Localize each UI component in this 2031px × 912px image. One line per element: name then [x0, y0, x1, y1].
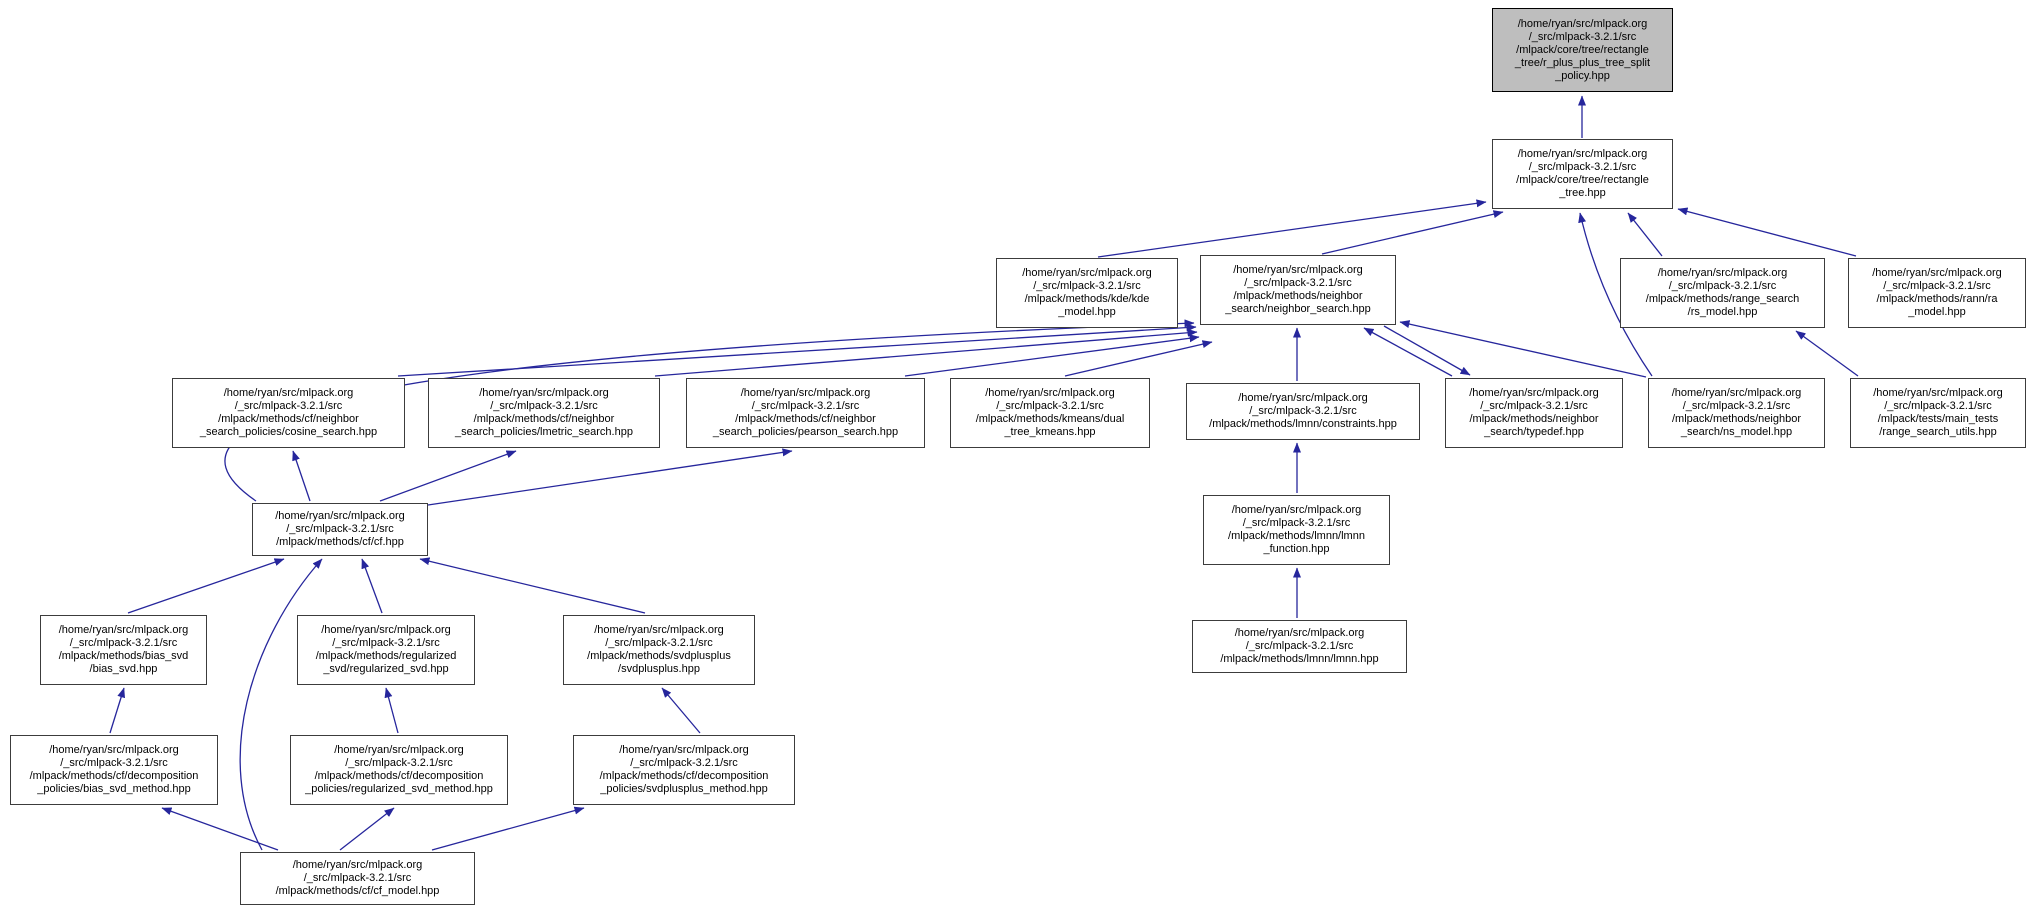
edge-cf-to-lmetric_search: [380, 451, 516, 501]
node-regularized_svd-line: /home/ryan/src/mlpack.org: [321, 624, 451, 636]
node-regularized_svd_method-line: /_src/mlpack-3.2.1/src: [345, 757, 453, 769]
node-svdplusplus-line: /home/ryan/src/mlpack.org: [594, 624, 724, 636]
edge-cf-to-cosine_search: [293, 451, 310, 501]
node-pearson_search[interactable]: [686, 378, 925, 448]
node-regularized_svd_method[interactable]: [290, 735, 508, 805]
node-neighbor_search-line: /home/ryan/src/mlpack.org: [1233, 264, 1363, 276]
node-lmetric_search-line: /_src/mlpack-3.2.1/src: [490, 400, 598, 412]
node-lmnn_function-line: /home/ryan/src/mlpack.org: [1231, 504, 1362, 516]
node-cosine_search-line: /mlpack/methods/cf/neighbor: [218, 413, 359, 425]
node-bias_svd-line: /bias_svd.hpp: [89, 663, 158, 675]
node-range_search_utils-line: /_src/mlpack-3.2.1/src: [1884, 400, 1992, 412]
node-cf-line: /home/ryan/src/mlpack.org: [275, 510, 405, 522]
node-constraints-line: /home/ryan/src/mlpack.org: [1238, 392, 1368, 404]
node-svdplusplus-line: /mlpack/methods/svdplusplus: [587, 650, 731, 662]
node-ns_model-line: /mlpack/methods/neighbor: [1671, 413, 1801, 425]
node-pearson_search-line: _search_policies/pearson_search.hpp: [712, 426, 899, 438]
edge-cf_model-to-cf: [240, 559, 322, 850]
node-regularized_svd-line: /mlpack/methods/regularized: [315, 650, 457, 662]
node-bias_svd_method[interactable]: [10, 735, 218, 805]
node-kde_model[interactable]: [996, 258, 1178, 328]
node-kde_model-line: /mlpack/methods/kde/kde: [1024, 293, 1150, 305]
node-dual_tree_kmeans[interactable]: [950, 378, 1150, 448]
node-r_plus_plus_policy-line: /home/ryan/src/mlpack.org: [1517, 17, 1648, 30]
node-range_search_utils-line: /mlpack/tests/main_tests: [1877, 413, 1999, 425]
node-r_plus_plus_policy-line: _policy.hpp: [1555, 69, 1610, 82]
edge-rs_model-to-rectangle_tree: [1628, 213, 1662, 256]
node-pearson_search-line: /home/ryan/src/mlpack.org: [740, 387, 871, 399]
edge-cf_model-to-bias_svd_method: [162, 808, 278, 850]
node-svdplusplus_method-line: /mlpack/methods/cf/decomposition: [599, 770, 769, 782]
node-dual_tree_kmeans-line: _tree_kmeans.hpp: [1004, 426, 1096, 438]
node-lmnn_function-line: /_src/mlpack-3.2.1/src: [1242, 517, 1351, 529]
edge-neighbor_search-to-typedef: [1384, 326, 1470, 375]
node-cosine_search-line: /_src/mlpack-3.2.1/src: [234, 400, 343, 412]
edge-bias_svd_method-to-bias_svd: [110, 688, 124, 733]
node-lmnn-line: /mlpack/methods/lmnn/lmnn.hpp: [1220, 653, 1379, 665]
node-ra_model-line: /_src/mlpack-3.2.1/src: [1883, 280, 1991, 292]
node-regularized_svd-line: _svd/regularized_svd.hpp: [323, 663, 449, 675]
node-cf_model-line: /mlpack/methods/cf/cf_model.hpp: [275, 885, 440, 897]
node-cf[interactable]: [252, 503, 428, 556]
edge-lmetric_search-to-neighbor_search: [655, 332, 1197, 376]
node-typedef-line: /mlpack/methods/neighbor: [1469, 413, 1599, 425]
edge-range_search_utils-to-rs_model: [1796, 331, 1858, 376]
node-typedef-line: /home/ryan/src/mlpack.org: [1469, 387, 1599, 399]
node-rectangle_tree-line: /mlpack/core/tree/rectangle: [1516, 174, 1649, 186]
edge-regularized_svd_method-to-regularized_svd: [386, 688, 398, 733]
node-lmnn-line: /_src/mlpack-3.2.1/src: [1245, 640, 1354, 652]
node-typedef-line: _search/typedef.hpp: [1484, 426, 1584, 438]
node-kde_model-line: /home/ryan/src/mlpack.org: [1022, 267, 1152, 279]
node-svdplusplus-line: /_src/mlpack-3.2.1/src: [605, 637, 713, 649]
node-bias_svd_method-line: /_src/mlpack-3.2.1/src: [60, 757, 168, 769]
node-cf-line: /mlpack/methods/cf/cf.hpp: [276, 536, 404, 548]
node-range_search_utils-line: /range_search_utils.hpp: [1879, 426, 1997, 438]
node-bias_svd_method-line: /home/ryan/src/mlpack.org: [49, 744, 179, 756]
node-bias_svd-line: /_src/mlpack-3.2.1/src: [69, 637, 178, 649]
node-cosine_search-line: /home/ryan/src/mlpack.org: [223, 387, 354, 399]
node-lmetric_search-line: _search_policies/lmetric_search.hpp: [455, 426, 633, 438]
node-dual_tree_kmeans-line: /_src/mlpack-3.2.1/src: [996, 400, 1104, 412]
node-r_plus_plus_policy[interactable]: [1492, 8, 1673, 92]
edge-pearson_search-to-neighbor_search: [905, 337, 1199, 376]
node-svdplusplus_method-line: /_src/mlpack-3.2.1/src: [630, 757, 738, 769]
node-lmetric_search[interactable]: [428, 378, 660, 448]
node-rectangle_tree[interactable]: [1492, 139, 1673, 209]
node-cf_model-line: /_src/mlpack-3.2.1/src: [303, 872, 412, 884]
edge-neighbor_search-to-rectangle_tree: [1322, 212, 1503, 254]
node-lmnn-line: /home/ryan/src/mlpack.org: [1234, 627, 1365, 639]
node-kde_model-line: /_src/mlpack-3.2.1/src: [1033, 280, 1141, 292]
node-rs_model-line: /_src/mlpack-3.2.1/src: [1668, 280, 1777, 292]
node-ns_model-line: /_src/mlpack-3.2.1/src: [1682, 400, 1791, 412]
edge-regularized_svd-to-cf: [362, 559, 382, 613]
node-svdplusplus_method[interactable]: [573, 735, 795, 805]
node-neighbor_search-line: /_src/mlpack-3.2.1/src: [1244, 277, 1352, 289]
node-r_plus_plus_policy-line: /_src/mlpack-3.2.1/src: [1528, 30, 1637, 43]
node-rectangle_tree-line: /home/ryan/src/mlpack.org: [1517, 148, 1648, 160]
edge-cf-to-pearson_search: [428, 451, 792, 505]
node-cf_model[interactable]: [240, 852, 475, 905]
node-constraints[interactable]: [1186, 383, 1420, 440]
node-constraints-line: /mlpack/methods/lmnn/constraints.hpp: [1209, 418, 1397, 430]
node-svdplusplus_method-line: /home/ryan/src/mlpack.org: [619, 744, 749, 756]
node-constraints-line: /_src/mlpack-3.2.1/src: [1249, 405, 1357, 417]
edge-typedef-to-neighbor_search: [1364, 328, 1452, 376]
node-neighbor_search-line: /mlpack/methods/neighbor: [1233, 290, 1363, 302]
node-regularized_svd[interactable]: [297, 615, 475, 685]
node-range_search_utils-line: /home/ryan/src/mlpack.org: [1873, 387, 2003, 399]
node-svdplusplus[interactable]: [563, 615, 755, 685]
node-cf-line: /_src/mlpack-3.2.1/src: [286, 523, 394, 535]
node-neighbor_search-line: _search/neighbor_search.hpp: [1225, 303, 1371, 315]
node-ns_model-line: _search/ns_model.hpp: [1680, 426, 1793, 438]
node-r_plus_plus_policy-line: /mlpack/core/tree/rectangle: [1516, 43, 1649, 56]
node-cf_model-line: /home/ryan/src/mlpack.org: [292, 859, 423, 871]
node-regularized_svd_method-line: _policies/regularized_svd_method.hpp: [305, 783, 493, 795]
edge-dual_tree_kmeans-to-neighbor_search: [1065, 342, 1212, 376]
node-bias_svd-line: /mlpack/methods/bias_svd: [58, 650, 189, 662]
node-rectangle_tree-line: /_src/mlpack-3.2.1/src: [1528, 161, 1637, 173]
node-bias_svd_method-line: /mlpack/methods/cf/decomposition: [29, 770, 199, 782]
node-rs_model-line: /mlpack/methods/range_search: [1645, 293, 1800, 305]
node-neighbor_search[interactable]: [1200, 255, 1396, 325]
edge-svdplusplus_method-to-svdplusplus: [662, 688, 700, 733]
node-ra_model[interactable]: [1848, 258, 2026, 328]
node-dual_tree_kmeans-line: /mlpack/methods/kmeans/dual: [975, 413, 1125, 425]
node-typedef[interactable]: [1445, 378, 1623, 448]
node-ra_model-line: /mlpack/methods/rann/ra: [1876, 293, 1998, 305]
node-bias_svd-line: /home/ryan/src/mlpack.org: [58, 624, 189, 636]
node-cosine_search[interactable]: [172, 378, 405, 448]
node-kde_model-line: _model.hpp: [1058, 306, 1116, 318]
node-lmetric_search-line: /home/ryan/src/mlpack.org: [479, 387, 609, 399]
node-regularized_svd_method-line: /home/ryan/src/mlpack.org: [334, 744, 464, 756]
node-svdplusplus_method-line: _policies/svdplusplus_method.hpp: [600, 783, 768, 795]
edge-ra_model-to-rectangle_tree: [1678, 209, 1856, 256]
node-lmetric_search-line: /mlpack/methods/cf/neighbor: [473, 413, 615, 425]
node-rs_model-line: /rs_model.hpp: [1687, 306, 1758, 318]
node-rectangle_tree-line: _tree.hpp: [1559, 187, 1606, 199]
node-lmnn_function-line: /mlpack/methods/lmnn/lmnn: [1228, 530, 1365, 542]
node-ns_model-line: /home/ryan/src/mlpack.org: [1671, 387, 1802, 399]
node-ra_model-line: _model.hpp: [1908, 306, 1966, 318]
edge-ns_model-to-neighbor_search: [1400, 322, 1646, 377]
node-cosine_search-line: _search_policies/cosine_search.hpp: [199, 426, 378, 438]
edge-cf_model-to-regularized_svd_method: [340, 808, 394, 850]
node-rs_model-line: /home/ryan/src/mlpack.org: [1657, 267, 1788, 279]
node-ra_model-line: /home/ryan/src/mlpack.org: [1872, 267, 2002, 279]
node-pearson_search-line: /_src/mlpack-3.2.1/src: [751, 400, 860, 412]
node-rs_model[interactable]: [1620, 258, 1825, 328]
node-typedef-line: /_src/mlpack-3.2.1/src: [1480, 400, 1588, 412]
node-svdplusplus-line: /svdplusplus.hpp: [618, 663, 700, 675]
node-lmnn_function[interactable]: [1203, 495, 1390, 565]
node-bias_svd_method-line: _policies/bias_svd_method.hpp: [37, 783, 191, 795]
node-regularized_svd-line: /_src/mlpack-3.2.1/src: [332, 637, 440, 649]
node-ns_model[interactable]: [1648, 378, 1825, 448]
node-lmnn_function-line: _function.hpp: [1263, 543, 1330, 555]
node-lmnn[interactable]: [1192, 620, 1407, 673]
edge-bias_svd-to-cf: [128, 559, 284, 613]
node-regularized_svd_method-line: /mlpack/methods/cf/decomposition: [314, 770, 484, 782]
node-bias_svd[interactable]: [40, 615, 207, 685]
edge-svdplusplus-to-cf: [420, 559, 645, 613]
node-dual_tree_kmeans-line: /home/ryan/src/mlpack.org: [985, 387, 1115, 399]
node-r_plus_plus_policy-line: _tree/r_plus_plus_tree_split: [1514, 56, 1651, 69]
node-range_search_utils[interactable]: [1850, 378, 2026, 448]
node-pearson_search-line: /mlpack/methods/cf/neighbor: [735, 413, 876, 425]
edge-cf_model-to-svdplusplus_method: [432, 808, 584, 850]
